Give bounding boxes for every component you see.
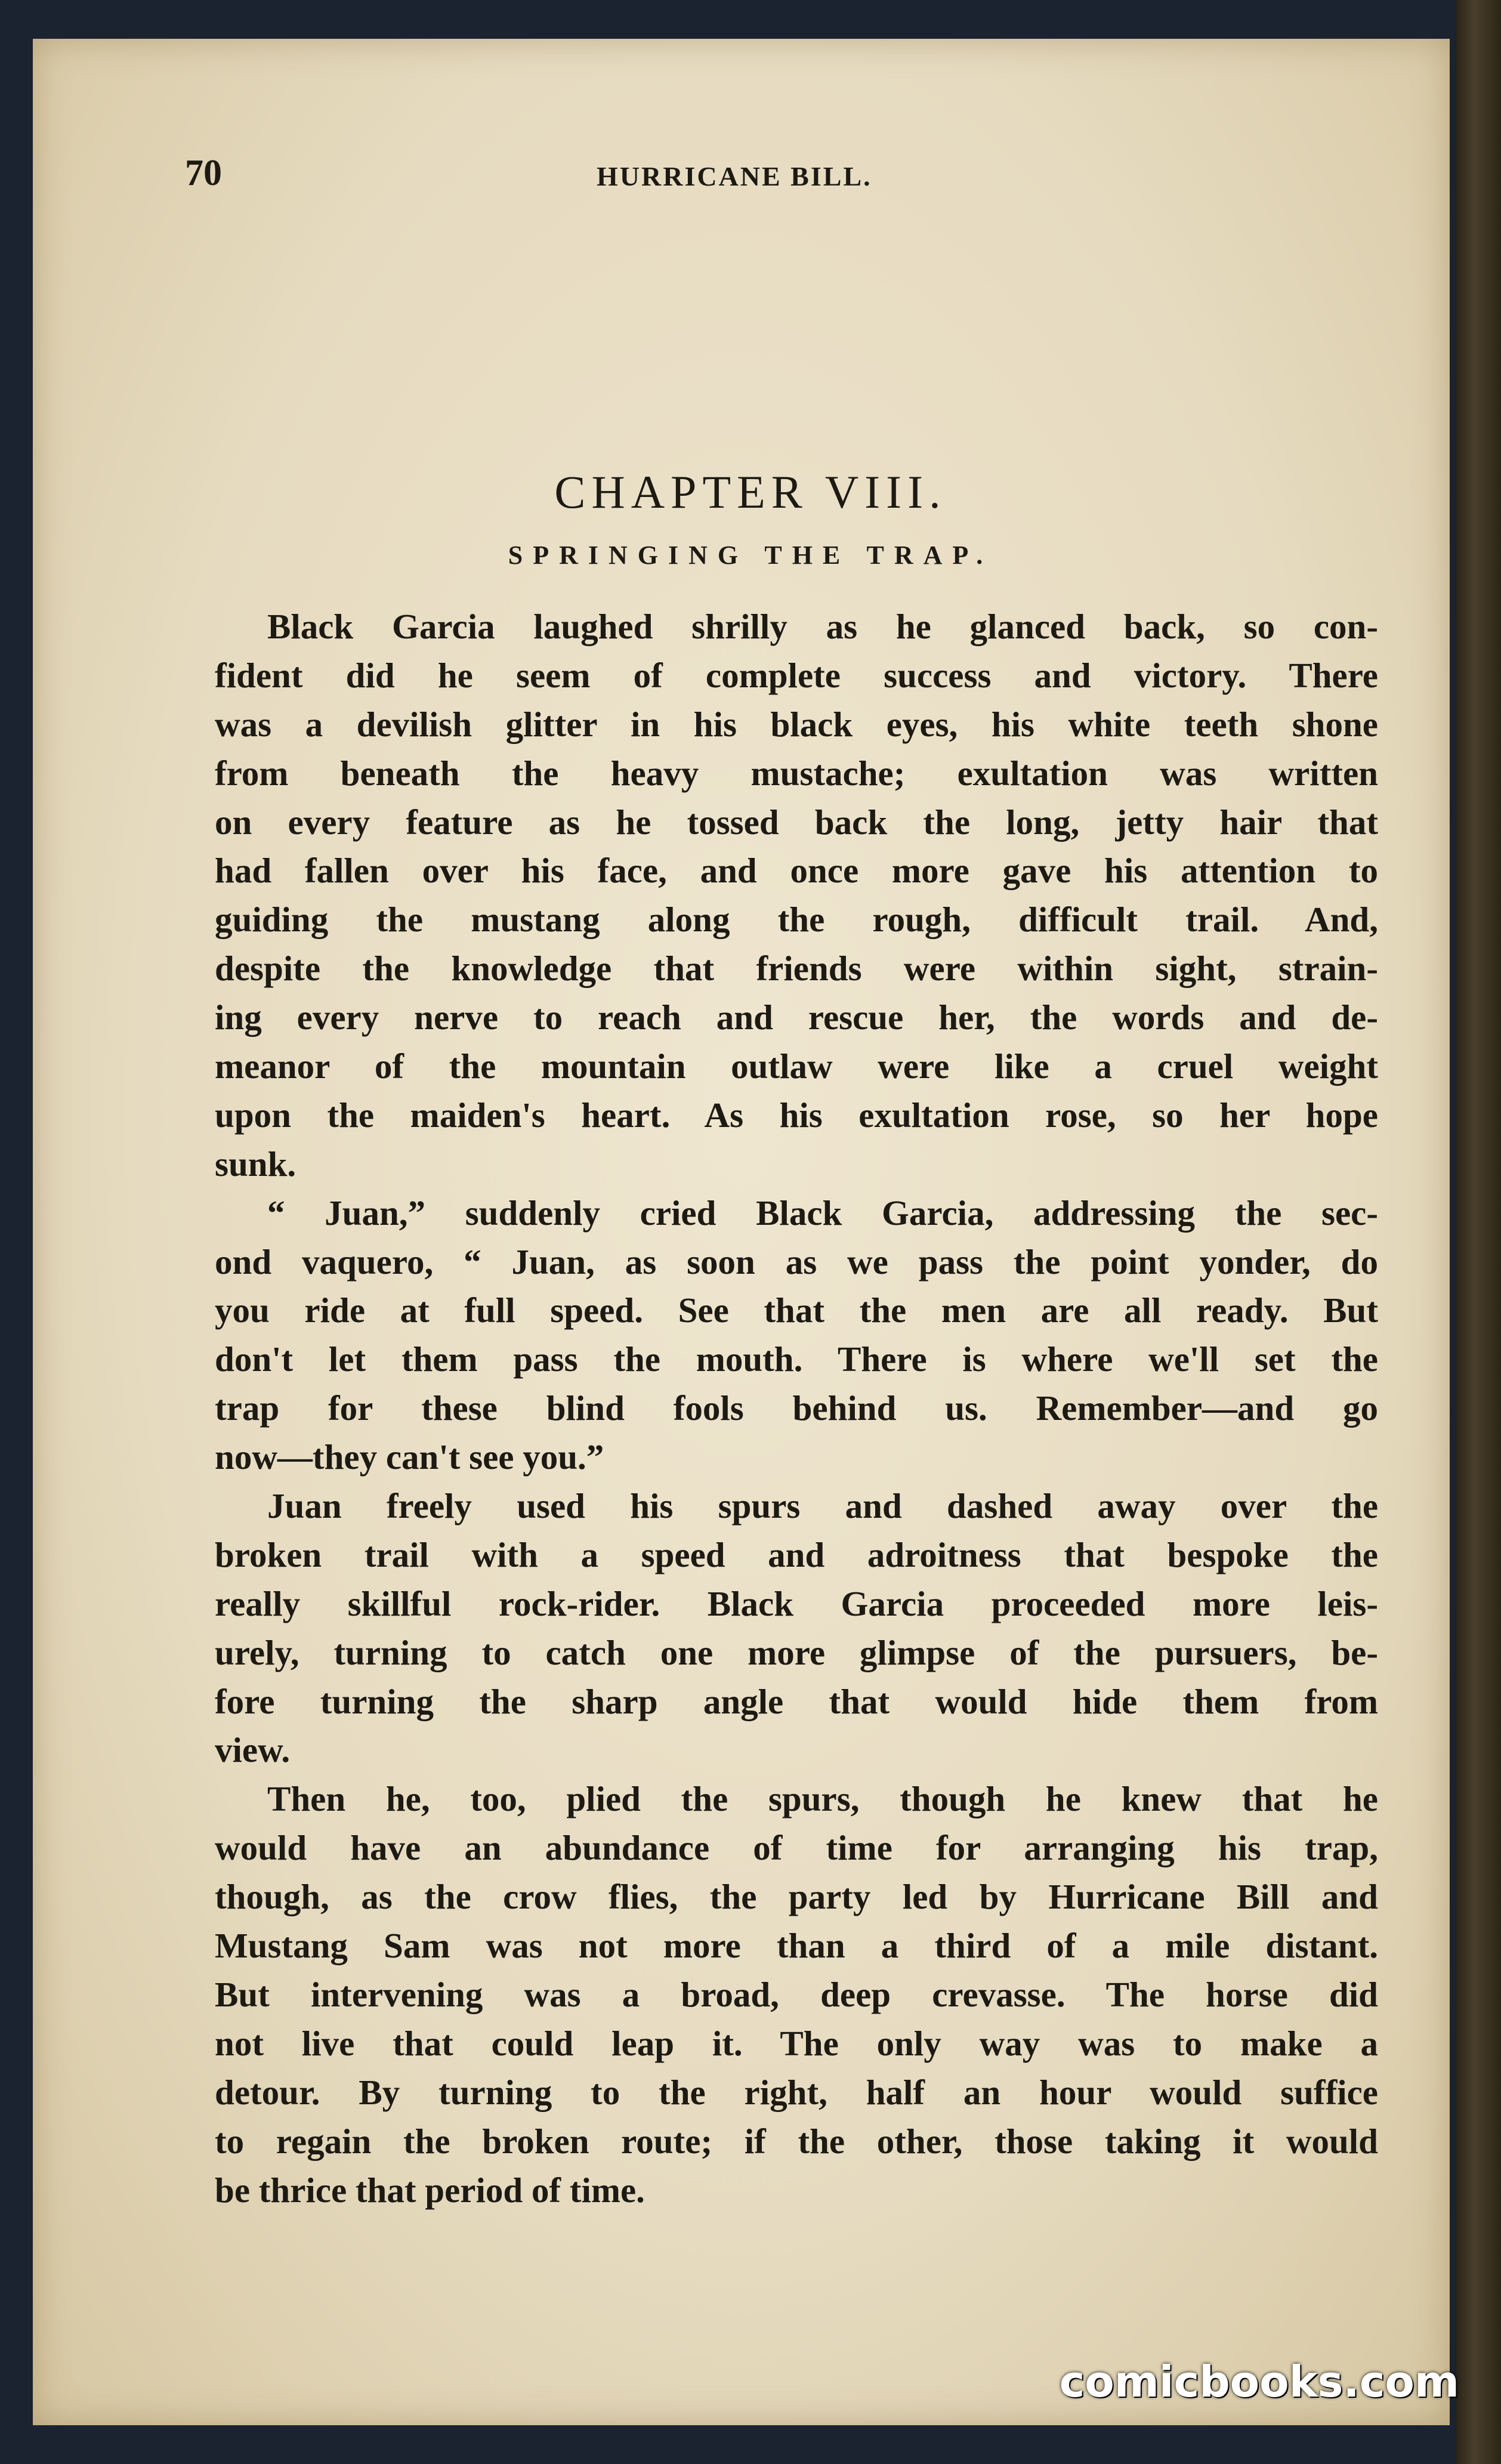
text-line: from beneath the heavy mustache; exultation was written (215, 753, 1378, 793)
text-line: to regain the broken route; if the other, those taking it would (215, 2121, 1378, 2161)
text-line: Then he, too, plied the spurs, though he knew that he (267, 1779, 1378, 1819)
text-line: ond vaquero, “ Juan, as soon as we pass the point yonder, do (215, 1242, 1378, 1282)
text-line: fident did he seem of complete success and victory. There (215, 655, 1378, 695)
text-line: sunk. (215, 1144, 297, 1184)
running-head: HURRICANE BILL. (597, 161, 872, 192)
text-line: fore turning the sharp angle that would hide them from (215, 1681, 1378, 1721)
chapter-subtitle: SPRINGING THE TRAP. (508, 541, 993, 570)
text-line: guiding the mustang along the rough, difficult trail. And, (215, 900, 1378, 940)
book-spine (1456, 0, 1501, 2464)
text-line: “ Juan,” suddenly cried Black Garcia, addressing the sec- (267, 1193, 1378, 1233)
text-line: upon the maiden's heart. As his exultation rose, so her hope (215, 1095, 1378, 1135)
page-number: 70 (185, 153, 222, 193)
text-line: would have an abundance of time for arranging his trap, (215, 1828, 1378, 1868)
text-line: don't let them pass the mouth. There is where we'll set the (215, 1339, 1378, 1379)
text-line: was a devilish glitter in his black eyes, his white teeth shone (215, 704, 1378, 744)
text-line: But intervening was a broad, deep crevasse. The horse did (215, 1974, 1378, 2014)
text-line: not live that could leap it. The only way was to make a (215, 2023, 1378, 2063)
text-line: Black Garcia laughed shrilly as he glanced back, so con- (267, 607, 1378, 646)
text-line: broken trail with a speed and adroitness that bespoke the (215, 1534, 1378, 1574)
chapter-title: CHAPTER VIII. (554, 466, 947, 518)
text-line: on every feature as he tossed back the long, jetty hair that (215, 802, 1378, 842)
text-line: trap for these blind fools behind us. Remember—and go (215, 1388, 1378, 1428)
text-line: detour. By turning to the right, half an hour would suffice (215, 2072, 1378, 2112)
text-line: despite the knowledge that friends were within sight, strain- (215, 949, 1378, 989)
watermark: comicbooks.com (1059, 2357, 1459, 2407)
text-line: though, as the crow flies, the party led by Hurricane Bill and (215, 1877, 1378, 1917)
text-line: Mustang Sam was not more than a third of a mile distant. (215, 1926, 1378, 1966)
text-line: view. (215, 1730, 291, 1770)
text-line: meanor of the mountain outlaw were like a cruel weight (215, 1046, 1378, 1086)
page-header (185, 152, 1378, 200)
text-line: now—they can't see you.” (215, 1437, 604, 1477)
text-line: really skillful rock-rider. Black Garcia proceeded more leis- (215, 1583, 1378, 1623)
text-line: ing every nerve to reach and rescue her, the words and de- (215, 998, 1378, 1038)
text-line: urely, turning to catch one more glimpse of the pursuers, be- (215, 1632, 1378, 1672)
text-line: you ride at full speed. See that the men are all ready. But (215, 1290, 1378, 1330)
body-text (215, 603, 1378, 2215)
text-line: had fallen over his face, and once more gave his attention to (215, 851, 1378, 891)
text-line: be thrice that period of time. (215, 2170, 645, 2210)
text-line: Juan freely used his spurs and dashed away over the (267, 1486, 1378, 1526)
